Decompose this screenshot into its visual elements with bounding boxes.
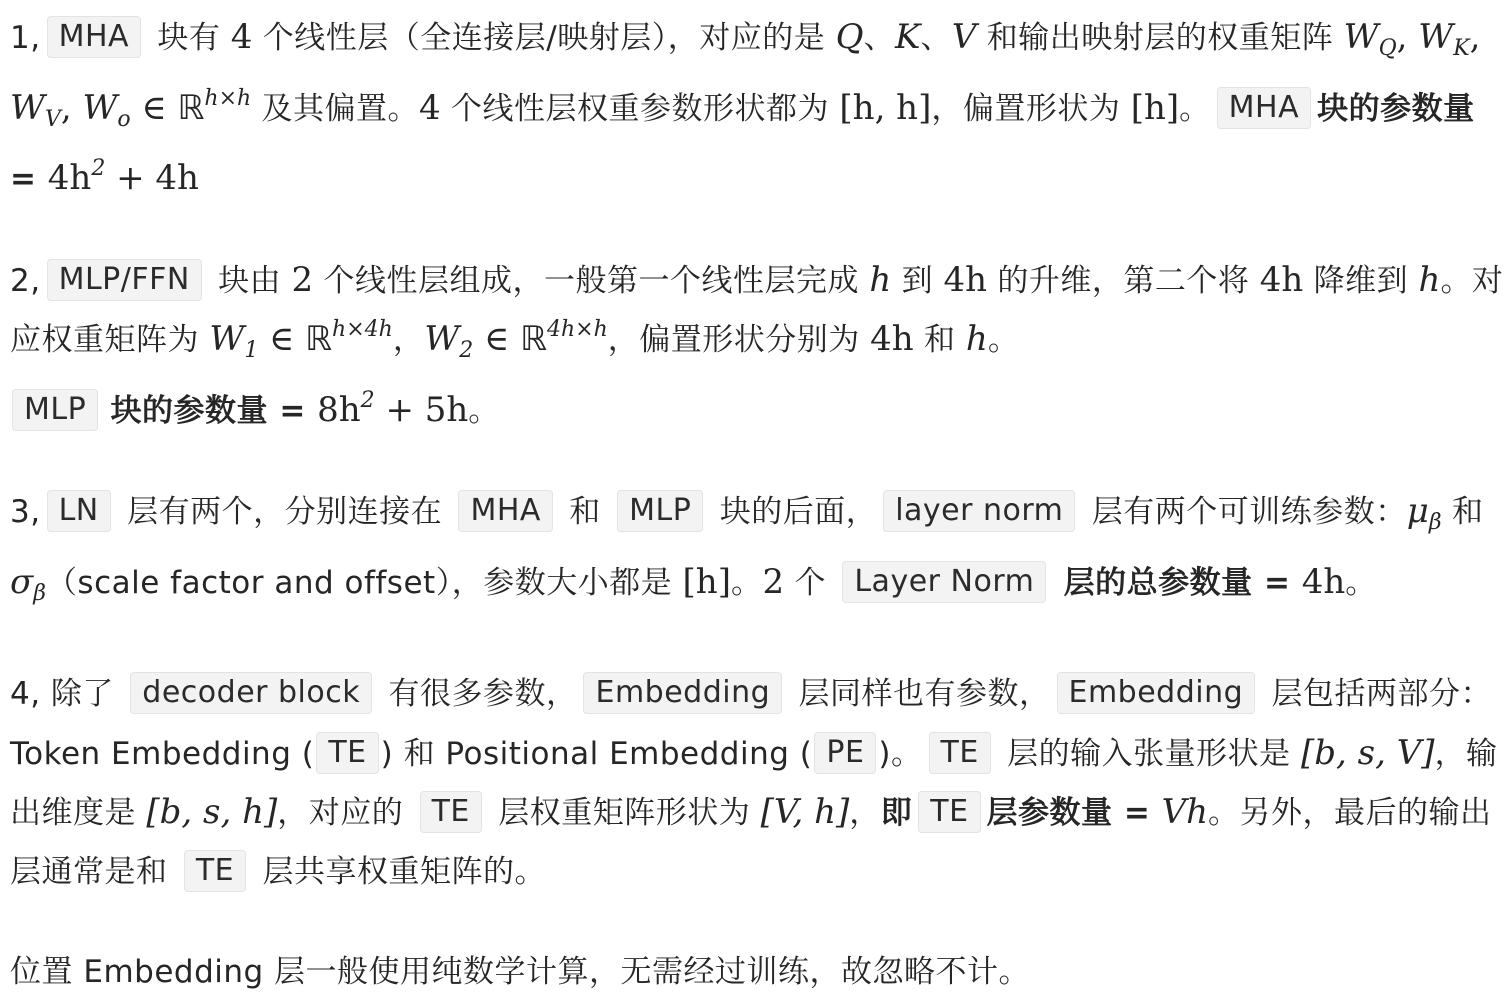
text-span: 和输出映射层的权重矩阵 [976,20,1344,56]
text-span: )。 [878,735,923,772]
bold-text: 层参数量 [986,795,1113,831]
math-sub: o [117,106,131,132]
text-span: 层的输入张量形状是 [996,735,1302,772]
text-span: 层有两个，分别连接在 [116,494,453,530]
math-sub: 1 [244,338,259,363]
equals-sign: = [10,161,48,197]
inline-code-embedding: Embedding [583,672,782,714]
text-span: 层共享权重矩阵的。 [252,853,546,890]
text-span: 块由 [207,262,292,299]
math-mu: μ [1406,491,1429,531]
inline-code-pe: PE [814,732,876,774]
math-h-letter: h [869,259,892,300]
math-2: 2 [291,259,314,300]
math-w: W [209,319,245,359]
math-w: W [1343,17,1379,57]
math-reals: ℝ [520,319,548,359]
list-index: 4, [10,676,41,712]
text-span: 。 [1345,564,1377,601]
text-span: 层权重矩阵形状为 [487,795,761,831]
math-reals: ℝ [177,87,205,128]
math-v-letter: V [951,17,977,57]
math-formula-te [1162,792,1208,832]
text-span: 层同样也有参数， [788,676,1051,712]
text-span: 及其偏置。 [251,90,420,127]
math-term: + 5h [374,389,469,430]
text-span: ) 和 Positional Embedding ( [380,735,813,772]
text-span: ， [392,322,425,358]
math-sup: h×4h [332,317,393,342]
text-span: 除了 [40,676,125,712]
math-sub: K [1453,36,1470,61]
math-weight-set: $W_Q$, $W_K$, $W_V$, $W_o$ ∈ ℝ$^{h\times h}$ [10,17,1481,132]
paragraph-positional-note: 位置 Embedding 层一般使用纯数学计算，无需经过训练，故忽略不计。 [10,954,1031,990]
text-span: 和 [1441,494,1484,530]
math-4h: 4h [870,319,914,359]
text-span: ，对应的 [277,795,414,831]
inline-code-te: TE [918,791,980,833]
text-span: 和 [558,494,612,530]
math-q-letter: Q [835,17,864,57]
math-4: 4 [230,17,253,57]
inline-code-ln: LN [47,490,111,532]
math-shape-h: [h] [1130,87,1180,128]
text-span: 个线性层（全连接层/映射层），对应的是 [252,20,836,56]
math-h [1419,260,1441,300]
text-span: 到 [891,262,944,299]
math-formula-ln: 4h [1301,561,1346,602]
math-h-letter: h [965,319,988,359]
math-w: W [424,319,460,359]
inline-code-mha: MHA [1217,87,1311,129]
math-shape-vh [761,792,850,832]
math-shape-hh: [h, h] [839,87,932,128]
inline-code-layer-norm-cap: Layer Norm [842,561,1046,603]
text-span: ，偏置形状为 [931,90,1131,127]
text-span: 的升维，第二个将 [987,262,1260,299]
equals-sign: = [1252,564,1302,601]
text-span: （scale factor and offset），参数大小都是 [45,564,683,601]
math-w2 [424,317,608,363]
paragraph-mha [10,8,1506,209]
math-formula-mha [48,158,199,198]
math-shape-bsv [1301,733,1435,773]
text-span: 个线性层组成，一般第一个线性层完成 [313,262,870,299]
inline-code-decoder-block: decoder block [130,672,372,714]
equals-sign: = [268,392,318,429]
inline-code-mlp-ffn: MLP/FFN [47,259,202,301]
text-span: 块有 [147,20,231,56]
text-span: 个线性层权重参数形状都为 [440,90,840,127]
text-span: ，输出维度是 [10,735,1498,831]
text-span: ，偏置形状分别为 [607,322,871,358]
math-sub: V [44,106,61,132]
math-in: ∈ [473,319,521,359]
math-w: W [82,87,118,128]
math-w1 [209,317,393,363]
text-span: 。 [468,392,500,429]
math-reals: ℝ [305,319,333,359]
math-4: 4 [419,87,441,128]
paragraph-ln [10,482,1506,623]
math-shape-bsh [146,792,277,832]
text-span: 、 [863,20,895,56]
text-span: 层有两个可训练参数： [1081,494,1407,530]
text-span: 层包括两部分：Token Embedding ( [10,676,1493,772]
math-term: [b, s, V] [1301,732,1435,773]
math-mu-beta [1406,491,1442,535]
math-4h: 4h [943,259,988,300]
math-sub: β [1428,510,1442,535]
inline-code-te: TE [184,850,246,892]
text-span: 。对应权重矩阵为 [10,262,1504,358]
math-in: ∈ [130,87,178,128]
bold-text: 层的总参数量 [1052,564,1253,601]
inline-code-embedding: Embedding [1057,672,1256,714]
bold-text: 即 [880,795,913,831]
math-sup: 4h×h [547,317,608,342]
article-body [10,8,1506,1002]
math-term: [b, s, h] [146,792,278,832]
text-span: 。 [1179,90,1211,127]
text-span: 、 [920,20,952,56]
math-v [952,17,977,57]
inline-code-mlp: MLP [617,490,703,532]
text-span: 块的后面， [709,494,878,530]
text-span: 和 [913,322,966,358]
math-sub: 2 [459,338,474,363]
math-term: 4h [47,158,92,198]
text-span: 。另外，最后的输出层通常是和 [10,795,1492,890]
text-span: 降维到 [1303,262,1419,299]
text-span: 有很多参数， [378,676,578,712]
math-k [895,17,920,57]
inline-code-te: TE [929,732,991,774]
inline-code-te: TE [316,732,378,774]
paragraph-embedding [10,665,1506,901]
text-span: 个 [784,564,837,601]
text-span: 。 [730,564,763,601]
inline-code-te: TE [420,791,482,833]
math-formula-mlp [317,387,469,430]
list-index: 1, [10,20,41,56]
math-4h: 4h [1259,259,1304,300]
math-sup: 2 [91,156,106,181]
math-sup: h×h [204,85,252,111]
bold-text: 块的参数量 [110,392,269,429]
inline-code-mlp: MLP [12,389,98,431]
math-in: ∈ [258,319,306,359]
math-sub: β [33,580,46,606]
math-h [869,260,891,300]
math-w: W [1418,17,1454,57]
math-term: Vh [1161,792,1209,832]
list-index: 3, [10,494,41,530]
math-sub: Q [1378,36,1397,61]
text-span: 。 [987,322,1020,358]
paragraph-mlp [10,251,1506,441]
math-q [836,17,864,57]
math-h [966,319,988,359]
math-2: 2 [762,561,785,602]
list-index: 2, [10,262,41,299]
math-term: [V, h] [760,792,850,832]
math-k-letter: K [894,17,921,57]
math-sup: 2 [360,387,375,413]
equals-sign: = [1112,795,1162,831]
math-h-letter: h [1418,259,1441,300]
math-sigma: σ [10,561,34,602]
text-span: ， [849,795,881,831]
inline-code-mha: MHA [458,490,552,532]
inline-code-layer-norm: layer norm [883,490,1075,532]
math-sigma-beta [10,561,46,606]
inline-code-mha: MHA [47,16,141,58]
math-shape-h: [h] [682,561,731,602]
bold-text: 块的参数量 [1317,90,1475,127]
math-term: 8h [317,389,361,430]
math-w: W [10,87,45,128]
math-term: + 4h [105,158,199,198]
